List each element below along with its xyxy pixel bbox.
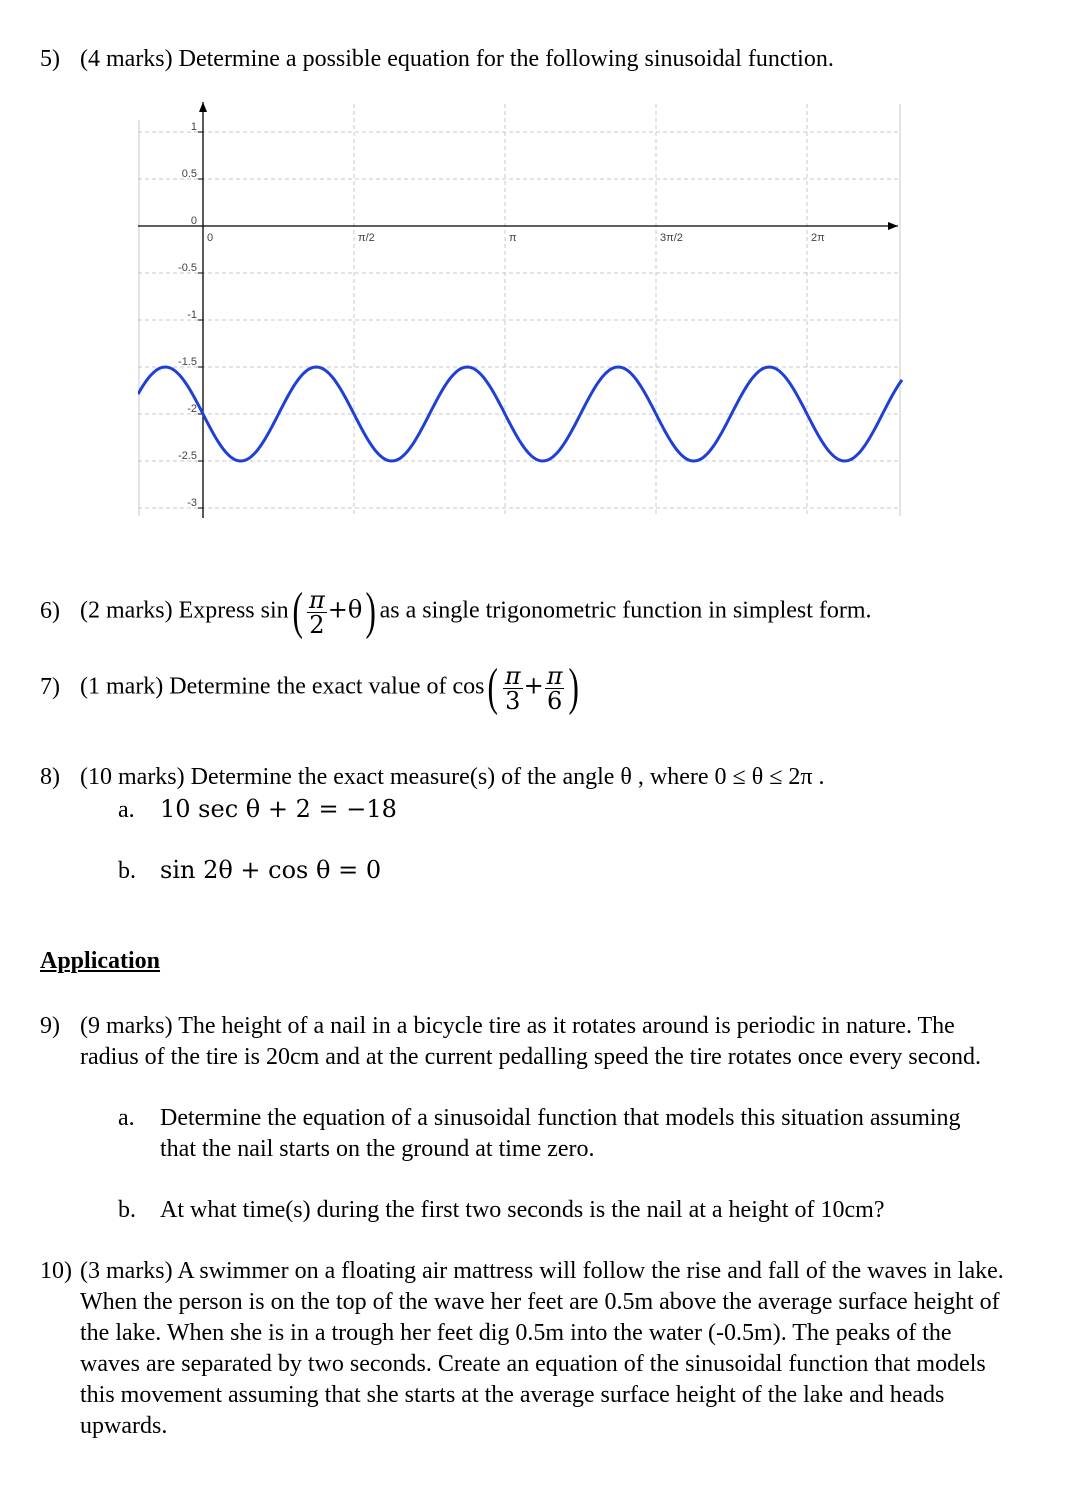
fraction-pi-over-3 [503, 661, 523, 715]
left-paren: ( [292, 583, 303, 640]
y-tick-labels [178, 121, 197, 509]
plus-sign: + [523, 671, 544, 700]
question-prefix: (2 marks) Express sin [80, 597, 289, 624]
x-tick-label: 3π/2 [660, 232, 683, 244]
frac-numerator: π [308, 585, 325, 614]
frac-denominator: 3 [505, 686, 521, 715]
question-number: 5) [40, 46, 60, 72]
question-suffix: as a single trigonometric function in simplest form. [379, 597, 872, 624]
x-tick-label: π/2 [358, 232, 375, 244]
equation-8a: 10 sec θ + 2 = −18 [160, 795, 397, 823]
right-paren: ) [568, 659, 580, 716]
question-8b [118, 855, 381, 886]
sub-label: b. [118, 1197, 136, 1223]
y-tick-label: -3 [187, 497, 197, 509]
question-number: 7) [40, 673, 60, 700]
question-text: (4 marks) Determine a possible equation for the following sinusoidal function. [80, 46, 834, 72]
equation-8b: sin 2θ + cos θ = 0 [160, 856, 382, 884]
frac-numerator: π [546, 661, 563, 690]
question-9-number [40, 1011, 80, 1041]
y-tick-label: -2.5 [178, 450, 197, 462]
question-8 [40, 762, 825, 792]
question-7 [40, 659, 583, 716]
x-axis-arrow [888, 222, 898, 230]
question-number: 9) [40, 1013, 60, 1039]
x-tick-labels [207, 232, 825, 244]
question-9b-text: At what time(s) during the first two seconds is the nail at a height of 10cm? [160, 1197, 885, 1223]
sub-label: a. [118, 1105, 135, 1131]
x-tick-label: 2π [811, 232, 825, 244]
fraction-pi-over-6 [545, 661, 565, 715]
frac-denominator: 6 [546, 686, 563, 715]
y-axis-arrow [199, 102, 207, 112]
y-tick-label: -0.5 [178, 262, 197, 274]
question-9-text: (9 marks) The height of a nail in a bicycle tire as it rotates around is periodic in nature. The radius of the tire is 20cm and at the current pedalling speed the tire rotates once every second. [80, 1013, 981, 1070]
frac-numerator: π [504, 661, 521, 690]
question-6 [40, 583, 872, 640]
frac-denominator: 2 [309, 610, 325, 639]
question-10-number [40, 1256, 80, 1286]
sub-label: a. [118, 797, 135, 823]
question-prefix: (1 mark) Determine the exact value of cos [80, 673, 485, 700]
x-tick-label: π [509, 232, 517, 244]
question-number: 8) [40, 764, 60, 790]
question-text: (10 marks) Determine the exact measure(s) of the angle θ , where 0 ≤ θ ≤ 2π . [80, 764, 825, 790]
question-9a-label [118, 1103, 160, 1133]
question-number: 10) [40, 1258, 72, 1284]
question-9b [118, 1195, 885, 1225]
plus-theta: +θ [327, 595, 363, 624]
x-tick-label: 0 [207, 232, 214, 244]
question-9a-text: Determine the equation of a sinusoidal function that models this situation assuming that the nail starts on the ground at time zero. [160, 1105, 961, 1162]
fraction-pi-over-2 [307, 585, 327, 639]
question-number: 6) [40, 597, 60, 624]
question-8a [118, 794, 397, 825]
y-tick-label: -1 [187, 309, 197, 321]
question-5 [40, 44, 834, 74]
right-paren: ) [365, 583, 377, 640]
section-heading-application: Application [40, 948, 161, 974]
y-tick-label: -2 [187, 403, 197, 415]
y-tick-label: 0.5 [181, 168, 197, 180]
y-tick-label: 0 [190, 215, 197, 227]
left-paren: ( [487, 659, 499, 716]
question-10-text: (3 marks) A swimmer on a floating air mattress will follow the rise and fall of the waves in lake. When the person is on the top of the wave her feet are 0.5m above the average surface height of the lake. When she is in a trough her feet dig 0.5m into the water (-0.5m). The peaks of the waves are separated by two seconds. Create an equation of the sinusoidal function that models this movement assuming that she starts at the average surface height of the lake and heads upwards. [80, 1258, 1004, 1439]
sub-label: b. [118, 858, 136, 884]
sinusoid-graph [138, 100, 908, 520]
y-tick-label: -1.5 [178, 356, 197, 368]
y-tick-label: 1 [190, 121, 197, 133]
